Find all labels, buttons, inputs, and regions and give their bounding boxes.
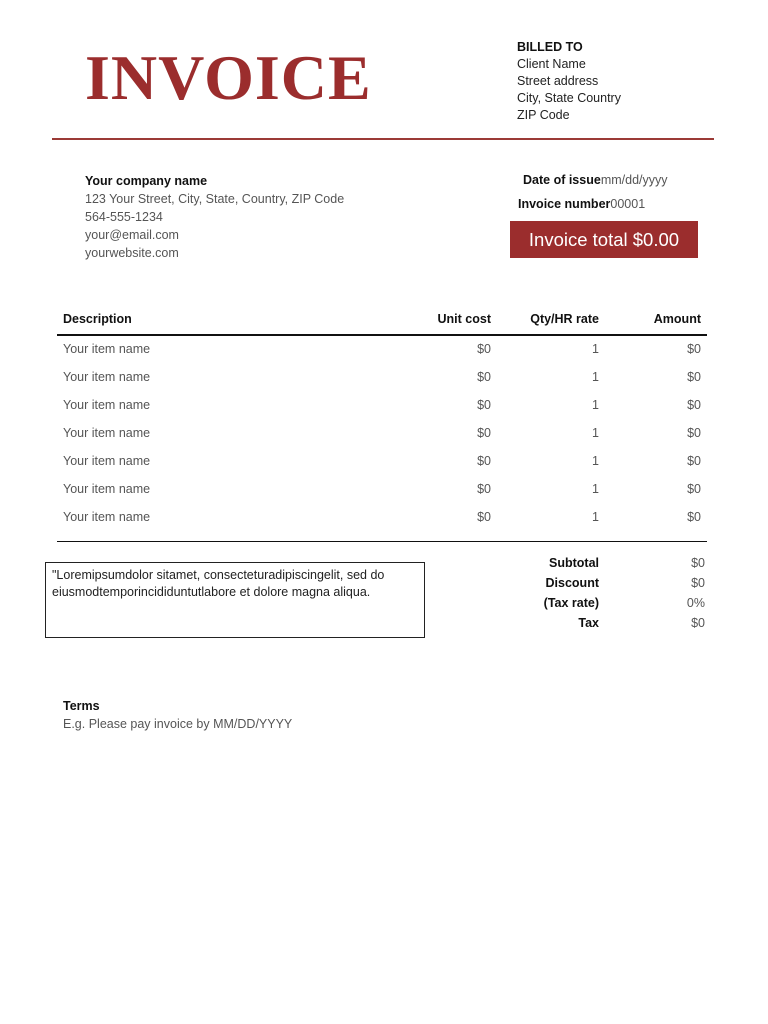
invoice-title: INVOICE [85,42,372,113]
item-unit-cost: $0 [477,510,491,524]
totals-row [500,612,705,628]
totals-label: Tax [578,616,599,628]
client-name: Client Name [517,57,586,71]
totals-value: $0 [691,576,705,590]
item-unit-cost: $0 [477,426,491,440]
totals-value: $0 [691,616,705,628]
billed-to-block [517,39,621,124]
terms-heading: Terms [63,699,100,713]
client-street: Street address [517,74,599,88]
item-description: Your item name [63,342,151,356]
item-qty: 1 [592,510,599,524]
item-unit-cost: $0 [477,342,491,356]
terms-block [63,697,292,733]
billed-to-heading: BILLED TO [517,40,583,54]
item-description: Your item name [63,482,151,496]
totals-row [500,592,705,612]
table-row [57,476,707,504]
item-description: Your item name [63,454,151,468]
date-label: Date of issue [523,173,601,187]
totals-label: (Tax rate) [543,596,599,610]
totals-value: $0 [691,556,705,570]
header-amount: Amount [653,312,701,326]
item-unit-cost: $0 [477,370,491,384]
table-row [57,364,707,392]
client-city: City, State Country [517,91,621,105]
table-row [57,448,707,476]
company-address: 123 Your Street, City, State, Country, ZIP Code [85,192,345,206]
invoice-number-label: Invoice number [518,197,611,211]
header-qty: Qty/HR rate [530,312,599,326]
item-unit-cost: $0 [477,454,491,468]
table-row [57,336,707,364]
table-row [57,420,707,448]
notes-box[interactable]: "Loremipsumdolor sitamet, consecteturadipiscingelit, sed do eiusmodtemporincididuntutlabore et dolore magna aliqua. [45,562,425,638]
item-description: Your item name [63,370,151,384]
item-amount: $0 [687,510,701,524]
company-phone: 564-555-1234 [85,210,163,224]
item-unit-cost: $0 [477,482,491,496]
table-row [57,504,707,532]
item-qty: 1 [592,398,599,412]
items-table [57,306,707,532]
client-zip: ZIP Code [517,108,570,122]
company-name: Your company name [85,174,208,188]
header-description: Description [63,312,132,326]
totals-value: 0% [686,596,705,610]
item-amount: $0 [687,482,701,496]
invoice-number-value: 00001 [610,197,646,211]
totals-block [500,552,705,628]
item-qty: 1 [592,454,599,468]
totals-label: Subtotal [549,556,599,570]
item-description: Your item name [63,426,151,440]
company-website: yourwebsite.com [85,246,179,260]
invoice-total-badge: Invoice total $0.00 [510,221,698,258]
item-amount: $0 [687,398,701,412]
item-description: Your item name [63,398,151,412]
item-unit-cost: $0 [477,398,491,412]
item-qty: 1 [592,370,599,384]
item-qty: 1 [592,426,599,440]
item-qty: 1 [592,482,599,496]
date-value: mm/dd/yyyy [600,173,668,187]
invoice-number [518,197,645,211]
item-description: Your item name [63,510,151,524]
item-amount: $0 [687,370,701,384]
header-divider [52,138,714,140]
item-amount: $0 [687,342,701,356]
table-bottom-divider [57,541,707,542]
table-row [57,392,707,420]
header-unit-cost: Unit cost [437,312,491,326]
totals-row [500,552,705,572]
item-qty: 1 [592,342,599,356]
item-amount: $0 [687,426,701,440]
totals-row [500,572,705,592]
date-of-issue [523,173,668,187]
company-email: your@email.com [85,228,179,242]
item-amount: $0 [687,454,701,468]
table-body [57,336,707,532]
company-block [85,172,344,262]
totals-label: Discount [545,576,599,590]
table-header [57,306,707,336]
terms-text: E.g. Please pay invoice by MM/DD/YYYY [63,717,293,731]
